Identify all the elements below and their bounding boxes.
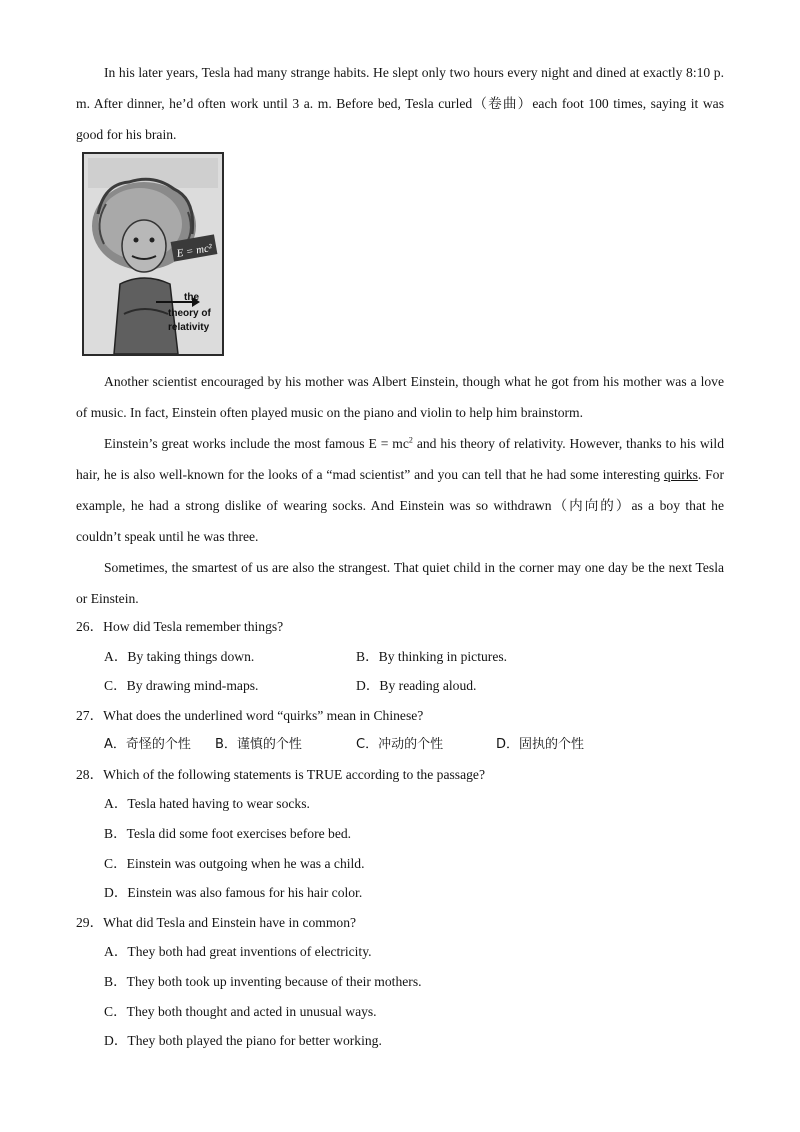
question-26-option-c[interactable]: C．By drawing mind-maps. [104,678,259,693]
question-27-stem: 27．What does the underlined word “quirks” mean in Chinese? [76,708,424,723]
question-28-option-c[interactable]: C．Einstein was outgoing when he was a child. [104,856,365,871]
underlined-word-quirks: quirks [663,467,698,482]
question-28-option-b[interactable]: B．Tesla did some foot exercises before bed. [104,826,352,841]
question-28-stem: 28．Which of the following statements is TRUE according to the passage? [76,767,485,782]
formula-tag: E = mc² [175,241,214,260]
question-27-option-b[interactable]: B．谨慎的个性 [215,737,302,752]
figure-label-line2: theory of [168,308,211,319]
einstein-illustration [84,154,222,354]
question-27-option-a[interactable]: A．奇怪的个性 [104,737,191,752]
einstein-picture [82,152,224,356]
question-29-option-c[interactable]: C．They both thought and acted in unusual ways. [104,1004,377,1019]
question-27-option-d[interactable]: D．固执的个性 [496,737,585,752]
paragraph-3-part-2: and his theory of relativity. However, thanks to his wild hair, he is also well-known for the looks of a “mad scientist” and you can tell that he had some interesting [76,436,724,482]
passage-paragraph-4: Sometimes, the smartest of us are also the strangest. That quiet child in the corner may one day be the next Tesla or Einstein. [76,560,724,606]
question-26-option-d[interactable]: D．By reading aloud. [356,678,477,693]
passage-paragraph-3 [76,428,724,552]
figure-label-line1: the [184,292,199,303]
question-26-stem: 26．How did Tesla remember things? [76,619,284,634]
question-26-option-b[interactable]: B．By thinking in pictures. [356,649,508,664]
question-29-option-b[interactable]: B．They both took up inventing because of their mothers. [104,974,422,989]
question-28-option-d[interactable]: D．Einstein was also famous for his hair color. [104,885,363,900]
figure-label-line3: relativity [168,322,210,333]
paragraph-3-part-1: Einstein’s great works include the most famous E = mc [104,436,409,451]
question-29-option-a[interactable]: A．They both had great inventions of electricity. [104,944,372,959]
question-26-option-a[interactable]: A．By taking things down. [104,649,255,664]
formula-superscript: 2 [408,435,413,445]
passage-paragraph-2: Another scientist encouraged by his mother was Albert Einstein, though what he got from his mother was a love of music. In fact, Einstein often played music on the piano and violin to help him brainstorm. [76,374,724,420]
question-29-option-d[interactable]: D．They both played the piano for better working. [104,1033,382,1048]
question-28-option-a[interactable]: A．Tesla hated having to wear socks. [104,796,310,811]
question-27-option-c[interactable]: C．冲动的个性 [356,737,444,752]
question-29-stem: 29．What did Tesla and Einstein have in common? [76,915,357,930]
paragraph-3-part-3: . For example, he had a strong dislike of wearing socks. And Einstein was so withdrawn（内向的）as a boy that he couldn’t speak until he was three. [76,467,725,544]
passage-paragraph-1: In his later years, Tesla had many strange habits. He slept only two hours every night and dined at exactly 8:10 p. m. After dinner, he’d often work until 3 a. m. Before bed, Tesla curled（卷曲）each foot 100 times, saying it was good for his brain. [76,65,724,142]
